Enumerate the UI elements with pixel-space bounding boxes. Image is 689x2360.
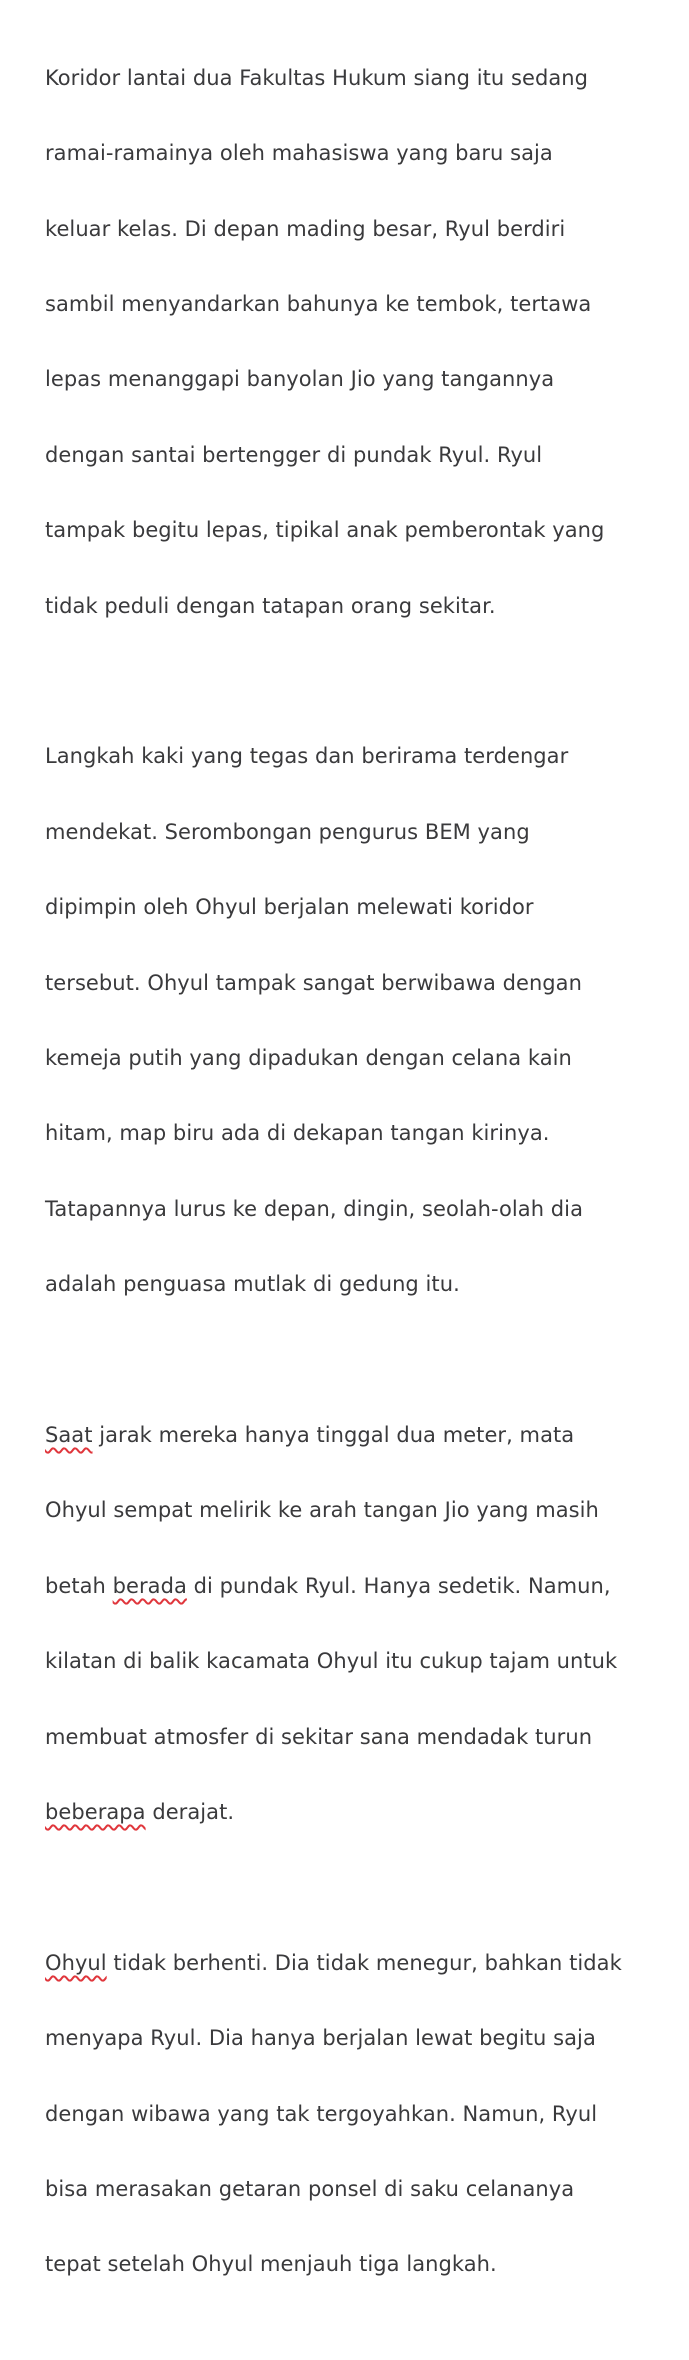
text-line: ramai-ramainya oleh mahasiswa yang baru saja — [45, 141, 553, 166]
text-line: dengan santai bertengger di pundak Ryul. Ryul — [45, 442, 543, 467]
spellcheck-flagged-word[interactable]: beberapa — [45, 1800, 146, 1825]
text-line: menyapa Ryul. Dia hanya berjalan lewat begitu saja — [45, 2026, 596, 2051]
text-line — [45, 1568, 675, 1606]
text-line: keluar kelas. Di depan mading besar, Ryul berdiri — [45, 216, 566, 241]
text-line — [45, 1417, 675, 1455]
text-line: hitam, map biru ada di dekapan tangan kirinya. — [45, 1121, 550, 1146]
text-line: lepas menanggapi banyolan Jio yang tangannya — [45, 367, 555, 392]
text-line: tidak peduli dengan tatapan orang sekitar. — [45, 593, 496, 618]
text-line: Langkah kaki yang tegas dan berirama terdengar — [45, 744, 569, 769]
text-line: kilatan di balik kacamata Ohyul itu cukup tajam untuk — [45, 1649, 618, 1674]
paragraph-2 — [45, 701, 675, 1342]
text-run: derajat. — [145, 1800, 235, 1825]
text-line — [45, 1945, 675, 1983]
text-line: sambil menyandarkan bahunya ke tembok, tertawa — [45, 291, 592, 316]
spellcheck-flagged-word[interactable]: berada — [112, 1573, 187, 1598]
paragraph-3 — [45, 1379, 675, 1869]
paragraph-1 — [45, 22, 675, 663]
document-body — [45, 22, 675, 2360]
text-line: Koridor lantai dua Fakultas Hukum siang itu sedang — [45, 65, 589, 90]
text-line: bisa merasakan getaran ponsel di saku celananya — [45, 2177, 575, 2202]
text-line: mendekat. Serombongan pengurus BEM yang — [45, 819, 530, 844]
text-line: Tatapannya lurus ke depan, dingin, seolah-olah dia — [45, 1196, 583, 1221]
spellcheck-flagged-word[interactable]: Saat — [45, 1422, 93, 1447]
text-run: betah — [45, 1573, 113, 1598]
text-line — [45, 1794, 675, 1832]
paragraph-4 — [45, 1907, 675, 2322]
text-line: adalah penguasa mutlak di gedung itu. — [45, 1272, 460, 1297]
text-line: membuat atmosfer di sekitar sana mendadak turun — [45, 1724, 593, 1749]
text-line: tepat setelah Ohyul menjauh tiga langkah. — [45, 2252, 497, 2277]
text-line: tampak begitu lepas, tipikal anak pemberontak yang — [45, 518, 605, 543]
text-line: dengan wibawa yang tak tergoyahkan. Namun, Ryul — [45, 2101, 598, 2126]
text-run: jarak mereka hanya tinggal dua meter, mata — [92, 1422, 575, 1447]
text-run: di pundak Ryul. Hanya sedetik. Namun, — [186, 1573, 611, 1598]
text-line: Ohyul sempat melirik ke arah tangan Jio yang masih — [45, 1498, 599, 1523]
text-line: tersebut. Ohyul tampak sangat berwibawa dengan — [45, 970, 582, 995]
text-line: dipimpin oleh Ohyul berjalan melewati koridor — [45, 895, 534, 920]
text-run: tidak berhenti. Dia tidak menegur, bahkan tidak — [106, 1950, 622, 1975]
spellcheck-flagged-word[interactable]: Ohyul — [45, 1950, 107, 1975]
text-line: kemeja putih yang dipadukan dengan celana kain — [45, 1045, 572, 1070]
